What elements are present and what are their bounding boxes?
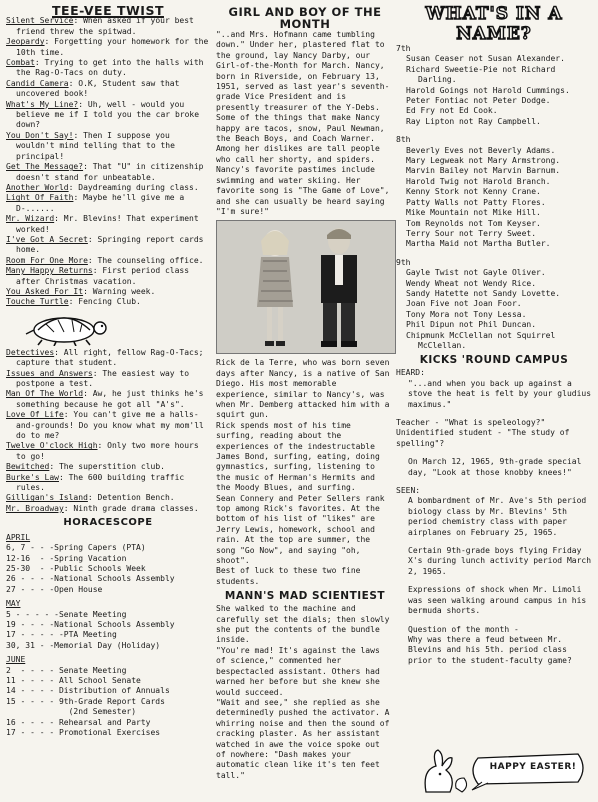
- name-pun: Ed Fry not Ed Cook.: [406, 106, 498, 116]
- show-title: Man Of The World: [6, 389, 84, 399]
- show-pun: : Fencing Club.: [68, 297, 141, 307]
- calendar-event: 11 - - - - All School Senate: [6, 675, 141, 685]
- tv-entry: [6, 473, 210, 494]
- seen-label: SEEN:: [396, 486, 421, 496]
- name-pun: Harold Goings not Harold Cummings.: [406, 85, 570, 95]
- show-title: Detectives: [6, 347, 55, 357]
- heard-item: "...and when you back up against a stove the heat is felt by your gludius maximus.": [408, 378, 592, 409]
- tv-entry: [6, 131, 210, 162]
- tv-entry: [6, 287, 210, 297]
- calendar-event: 17 - - - - -PTA Meeting: [6, 630, 117, 640]
- show-pun: : Then I suppose you wouldn't mind telling that to the principal!: [16, 130, 175, 161]
- tv-entry: [6, 193, 210, 214]
- show-pun: : Warning week.: [83, 286, 156, 296]
- show-title: Burke's Law: [6, 472, 59, 482]
- tv-entry: [6, 266, 210, 287]
- tv-entry: [6, 183, 210, 193]
- month-label: JUNE: [6, 655, 26, 665]
- turtle-icon: [20, 310, 112, 346]
- show-pun: : Uh, well - would you believe me if I told you the car broke down?: [16, 99, 200, 130]
- calendar-event: 5 - - - - -Senate Meeting: [6, 609, 127, 619]
- seen-item: Certain 9th-grade boys flying Friday X's during lunch activity period March 2, 1965.: [408, 546, 592, 576]
- show-pun: : Trying to get into the halls with the Rag-O-Tacs on duty.: [16, 58, 204, 78]
- kicks-round-campus-title: KICKS 'ROUND CAMPUS: [419, 354, 569, 367]
- heard-item: On March 12, 1965, 9th-grade special day, "Look at those knobby knees!": [408, 457, 582, 477]
- show-title: Love Of Life: [6, 410, 64, 420]
- tv-entry: [6, 441, 210, 462]
- show-pun: : The counseling office.: [87, 255, 204, 265]
- horacescope-title: HORACESCOPE: [63, 517, 153, 529]
- name-pun: Wendy Wheat not Wendy Rice.: [406, 278, 537, 288]
- seen-item: A bombardment of Mr. Ave's 5th period biology class by Mr. Blevins' 5th period chemistry class with paper airplanes on February 25, 1965.: [408, 496, 587, 537]
- calendar-event: 12-16 - -Spring Vacation: [6, 553, 127, 563]
- tv-entry: [6, 79, 210, 100]
- tv-entry: [6, 493, 210, 503]
- show-pun: : First period class after Christmas vacation.: [16, 266, 190, 286]
- show-pun: : The easiest way to postpone a test.: [16, 368, 190, 388]
- tv-entry: [6, 214, 210, 235]
- tv-entry: [6, 504, 210, 514]
- show-title: Silent Service: [6, 16, 74, 26]
- show-title: Jeopardy: [6, 37, 45, 47]
- article-para: Sean Connery and Peter Sellers rank top among Rick's favorites. At the bottom of his list of "likes" are Jerry Lewis, homework, school and rain. At the top are summer, the song "Go Now", and saying "oh, shoot".: [216, 493, 385, 566]
- show-title: Bewitched: [6, 462, 50, 472]
- name-pun: Patty Walls not Patty Flores.: [406, 197, 546, 207]
- article-para: Nancy's favorite pastimes include swimming and water skiing. Her favorite song is "The Game of Love", and she can usually be heard saying "I'm sure!": [216, 165, 390, 216]
- tv-entry: [6, 58, 210, 79]
- name-pun: Beverly Eves not Beverly Adams.: [406, 145, 556, 155]
- grade-label: 9th: [396, 257, 411, 267]
- article-para: Rick spends most of his time surfing, reading about the experiences of the indestructable James Bond, surfing, eating, doing gymnastics, surfing, listening to the music of Herman's Hermits and the Moody Blues, and surfing.: [216, 420, 380, 493]
- name-pun: Harold Twig not Harold Branch.: [406, 176, 551, 186]
- show-title: Issues and Answers: [6, 368, 93, 378]
- show-pun: : Aw, he just thinks he's something because he got all "A's".: [16, 389, 204, 409]
- calendar-event: 17 - - - - Promotional Exercises: [6, 728, 161, 737]
- show-pun: : Only two more hours to go!: [16, 441, 199, 461]
- story-para: She walked to the machine and carefully set the dials; then slowly she put the contents of the bundle inside.: [216, 604, 390, 645]
- story-para: "Wait and see," she replied as she determinedly pushed the activator. A whirring noise and then the sound of cracking plaster. As her assistant watched in awe the voice spoke out of nowhere: "Dash makes your automatic clean like it's ten feet tall.": [216, 697, 390, 780]
- name-pun: Susan Ceaser not Susan Alexander.: [406, 54, 565, 64]
- article-para: Best of luck to these two fine students.: [216, 566, 361, 586]
- article-para: Some of the things that make Nancy happy are tacos, snow, Paul Newman, the Beach Boys, and Coach Warner. Among her dislikes are tall people who call her shorty, and spiders.: [216, 113, 385, 164]
- name-lists: [396, 44, 592, 351]
- girl-boy-column: [216, 0, 394, 802]
- show-title: Mr. Broadway: [6, 503, 64, 513]
- calendar-event: 16 - - - - Rehearsal and Party: [6, 717, 151, 727]
- tv-entry: [6, 256, 210, 266]
- calendar-event: 25-30 - -Public Schools Week: [6, 563, 146, 573]
- show-title: Many Happy Returns: [6, 266, 93, 276]
- name-pun: Ray Lipton not Ray Campbell.: [406, 116, 541, 126]
- tv-entry: [6, 37, 210, 58]
- name-pun: Tom Reynolds not Tom Keyser.: [406, 218, 541, 228]
- calendar-event: 26 - - - -National Schools Assembly: [6, 574, 175, 584]
- show-title: You Asked For It: [6, 286, 84, 296]
- name-pun: Tony Mora not Tony Lessa.: [406, 309, 527, 319]
- horacescope-calendar: [6, 533, 210, 739]
- easter-bunny-icon: [418, 748, 592, 798]
- show-title: What's My Line?: [6, 99, 79, 109]
- girl-boy-title: GIRL AND BOY OF THE MONTH: [228, 5, 382, 31]
- show-title: Get The Message?: [6, 162, 84, 172]
- show-title: Room For One More: [6, 255, 88, 265]
- month-label: MAY: [6, 599, 21, 609]
- nancy-rick-photo: [216, 220, 396, 354]
- show-pun: : Maybe he'll give me a D-......: [16, 193, 185, 213]
- tv-entry: [6, 162, 210, 183]
- calendar-event: 27 - - - -Open House: [6, 584, 103, 594]
- tv-entry: [6, 462, 210, 472]
- grade-label: 8th: [396, 135, 411, 145]
- name-pun: Phil Dipun not Phil Duncan.: [406, 320, 537, 330]
- tv-entry: [6, 369, 210, 390]
- tv-entry: [6, 348, 210, 369]
- article-para: Rick de la Terre, who was born seven days after Nancy, is a native of San Diego. His most memorable experience, similar to Nancy's, was when Mr. Demberg attacked him with a squirt gun.: [216, 358, 390, 420]
- show-pun: : Daydreaming during class.: [68, 182, 199, 192]
- question-title: Question of the month -: [408, 624, 519, 634]
- show-pun: : Detention Bench.: [87, 493, 175, 503]
- name-pun: Mary Legweak not Mary Armstrong.: [406, 156, 561, 166]
- show-title: Gilligan's Island: [6, 493, 88, 503]
- show-title: Light Of Faith: [6, 193, 74, 203]
- easter-bubble-text: HAPPY EASTER!: [489, 762, 577, 772]
- show-title: Twelve O'clock High: [6, 441, 98, 451]
- name-pun: Gayle Twist not Gayle Oliver.: [406, 268, 546, 278]
- show-pun: : You can't give me a halls-and-grounds! Do you know what my mom'll do to me?: [16, 410, 204, 441]
- show-pun: : Forgetting your homework for the 10th time.: [16, 37, 209, 57]
- tv-entry: [6, 297, 210, 307]
- name-pun: Joan Five not Joan Foor.: [406, 299, 522, 309]
- show-pun: : All right, fellow Rag-O-Tacs; capture that student.: [16, 347, 204, 368]
- name-pun: Peter Fontiac not Peter Dodge.: [406, 96, 551, 106]
- photo-graphic: [217, 221, 395, 353]
- name-pun: Chipmunk McClellan not Squirrel McClellan.: [406, 330, 556, 350]
- heard-label: HEARD:: [396, 368, 425, 378]
- tv-entry: [6, 389, 210, 410]
- name-pun: Sandy Hatette not Sandy Lovette.: [406, 288, 561, 298]
- tv-entry: [6, 16, 210, 37]
- name-pun: Kenny Stork not Kenny Crane.: [406, 187, 541, 197]
- tv-list: [6, 16, 210, 307]
- name-pun: Terry Sour not Terry Sweet.: [406, 228, 537, 238]
- calendar-event: 6, 7 - - -Spring Capers (PTA): [6, 543, 146, 553]
- tv-entry: [6, 410, 210, 441]
- tv-entry: [6, 235, 210, 256]
- calendar-event: 2 - - - - Senate Meeting: [6, 665, 127, 675]
- whats-in-a-name-title: WHAT'S IN A NAME?: [425, 4, 563, 44]
- seen-item: Expressions of shock when Mr. Limoli was seen walking around campus in his bermuda shorts.: [408, 585, 587, 616]
- show-title: Another World: [6, 182, 69, 192]
- heard-item: Teacher - "What is speleology?" Unidentified student - "The study of spelling"?: [396, 418, 570, 448]
- show-pun: : That "U" in citizenship doesn't stand for unbeatable.: [16, 162, 204, 182]
- tee-vee-twist-title: TEE-VEE TWIST: [52, 3, 164, 18]
- question-text: Why was there a feud between Mr. Blevins and his 5th. period class prior to the student-faculty game?: [408, 634, 572, 665]
- name-pun: Marvin Bailey not Marvin Barnum.: [406, 166, 561, 176]
- show-title: Candid Camera: [6, 78, 69, 88]
- show-pun: : When asked if your best friend threw the spitwad.: [16, 16, 194, 36]
- show-pun: : The superstition club.: [49, 462, 165, 472]
- show-pun: : O.K, Student saw that uncovered book!: [16, 78, 180, 99]
- calendar-event: 15 - - - - 9th-Grade Report Cards: [6, 696, 165, 706]
- grade-label: 7th: [396, 44, 411, 53]
- show-pun: : The 600 building traffic rules.: [16, 472, 185, 493]
- show-pun: : Springing report cards home.: [16, 234, 204, 255]
- tv-column: [6, 0, 210, 802]
- month-label: APRIL: [6, 532, 31, 542]
- names-column: [396, 0, 592, 802]
- calendar-event: (2nd Semester): [6, 707, 137, 717]
- show-title: Combat: [6, 58, 35, 68]
- calendar-event: 14 - - - - Distribution of Annuals: [6, 686, 170, 696]
- show-title: Touche Turtle: [6, 297, 69, 307]
- show-pun: : Ninth grade drama classes.: [63, 503, 199, 513]
- name-pun: Martha Maid not Martha Butler.: [406, 239, 551, 249]
- show-pun: : Mr. Blevins! That experiment worked!: [16, 214, 199, 234]
- article-para: "..and Mrs. Hofmann came tumbling down." Under her, plastered flat to the ground, lay Nancy Darby, our Girl-of-the-Month for March. Nancy, born in Riverside, on February 13, 1951, served as last year's seventh-grade Vice President and is presently treasurer of the Y-Debs.: [216, 30, 390, 112]
- show-title: I've Got A Secret: [6, 234, 88, 244]
- calendar-event: 19 - - - -National Schools Assembly: [6, 619, 175, 629]
- tv-list-2: [6, 348, 210, 515]
- mad-scientist-title: MANN'S MAD SCIENTIEST: [224, 590, 386, 603]
- show-title: You Don't Say!: [6, 130, 74, 140]
- show-title: Mr. Wizard: [6, 214, 55, 224]
- calendar-event: 30, 31 - -Memorial Day (Holiday): [6, 640, 161, 650]
- tv-entry: [6, 100, 210, 131]
- name-pun: Mike Mountain not Mike Hill.: [406, 208, 541, 218]
- name-pun: Richard Sweetie-Pie not Richard Darling.: [406, 64, 556, 85]
- story-para: "You're mad! It's against the laws of science," commented her bespectacled assistant. Others had warned her before but she knew she would succeed.: [216, 645, 380, 697]
